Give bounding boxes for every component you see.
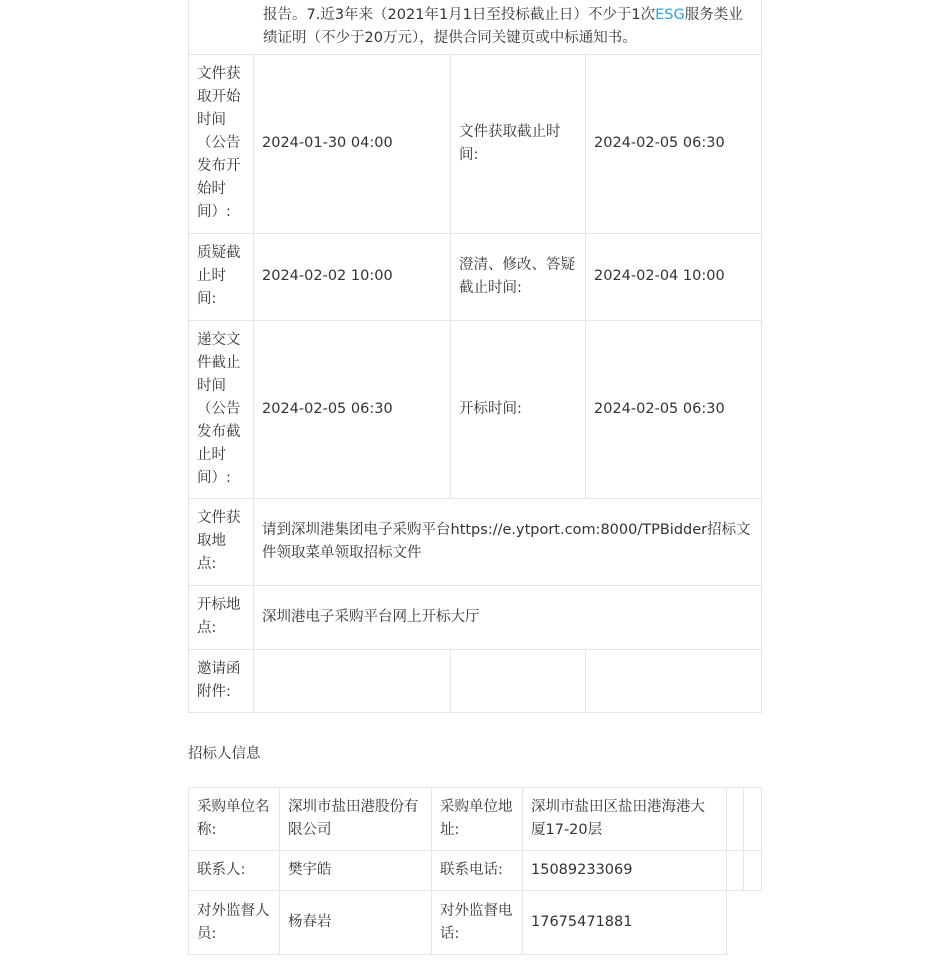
submit-end-value: 2024-02-05 06:30 bbox=[254, 320, 451, 498]
empty-cell bbox=[586, 649, 762, 712]
query-end-label: 质疑截止时间: bbox=[189, 233, 254, 320]
table-row bbox=[189, 233, 762, 320]
contact-value: 樊宇皓 bbox=[280, 851, 432, 891]
empty-cell bbox=[744, 788, 762, 851]
empty-cell bbox=[727, 788, 744, 851]
doc-end-label: 文件获取截止时间: bbox=[451, 54, 586, 233]
doc-end-value: 2024-02-05 06:30 bbox=[586, 54, 762, 233]
doc-place-label: 文件获取地点: bbox=[189, 498, 254, 585]
requirements-text: 报告。7.近3年来（2021年1月1日至投标截止日）不少于1次ESG服务类业绩证明（不少于20万元），提供合同关键页或中标通知书。 bbox=[189, 0, 762, 54]
supervisor-phone-value: 17675471881 bbox=[523, 891, 727, 955]
supervisor-phone-label: 对外监督电话: bbox=[432, 891, 523, 955]
open-place-label: 开标地点: bbox=[189, 585, 254, 649]
table-row bbox=[189, 498, 762, 585]
tenderer-info bbox=[188, 787, 761, 955]
open-place-value: 深圳港电子采购平台网上开标大厅 bbox=[254, 585, 762, 649]
doc-start-label: 文件获取开始时间（公告发布开始时间）: bbox=[189, 54, 254, 233]
table-row bbox=[189, 851, 762, 891]
tenderer-table bbox=[188, 787, 762, 955]
submit-end-label: 递交文件截止时间（公告发布截止时间）: bbox=[189, 320, 254, 498]
table-row bbox=[189, 320, 762, 498]
empty-cell bbox=[727, 891, 762, 955]
requirements-row bbox=[189, 0, 762, 54]
schedule-table bbox=[188, 0, 762, 713]
invite-attachment-value bbox=[254, 649, 451, 712]
supervisor-value: 杨春岩 bbox=[280, 891, 432, 955]
clarify-end-value: 2024-02-04 10:00 bbox=[586, 233, 762, 320]
tenderer-section-title: 招标人信息 bbox=[188, 746, 261, 762]
query-end-value: 2024-02-02 10:00 bbox=[254, 233, 451, 320]
invite-attachment-label: 邀请函附件: bbox=[189, 649, 254, 712]
table-row bbox=[189, 649, 762, 712]
unit-addr-value: 深圳市盐田区盐田港海港大厦17-20层 bbox=[523, 788, 727, 851]
doc-start-value: 2024-01-30 04:00 bbox=[254, 54, 451, 233]
phone-value: 15089233069 bbox=[523, 851, 727, 891]
notice-body bbox=[188, 0, 761, 713]
unit-name-label: 采购单位名称: bbox=[189, 788, 280, 851]
table-row bbox=[189, 891, 762, 955]
phone-label: 联系电话: bbox=[432, 851, 523, 891]
open-time-value: 2024-02-05 06:30 bbox=[586, 320, 762, 498]
empty-cell bbox=[744, 851, 762, 891]
contact-label: 联系人: bbox=[189, 851, 280, 891]
open-time-label: 开标时间: bbox=[451, 320, 586, 498]
empty-cell bbox=[727, 851, 744, 891]
unit-name-value: 深圳市盐田港股份有限公司 bbox=[280, 788, 432, 851]
clarify-end-label: 澄清、修改、答疑截止时间: bbox=[451, 233, 586, 320]
supervisor-label: 对外监督人员: bbox=[189, 891, 280, 955]
unit-addr-label: 采购单位地址: bbox=[432, 788, 523, 851]
esg-link[interactable]: ESG bbox=[655, 6, 685, 23]
table-row bbox=[189, 54, 762, 233]
empty-cell bbox=[451, 649, 586, 712]
doc-place-value[interactable]: 请到深圳港集团电子采购平台https://e.ytport.com:8000/TPBidder招标文件领取菜单领取招标文件 bbox=[254, 498, 762, 585]
table-row bbox=[189, 585, 762, 649]
table-row bbox=[189, 788, 762, 851]
